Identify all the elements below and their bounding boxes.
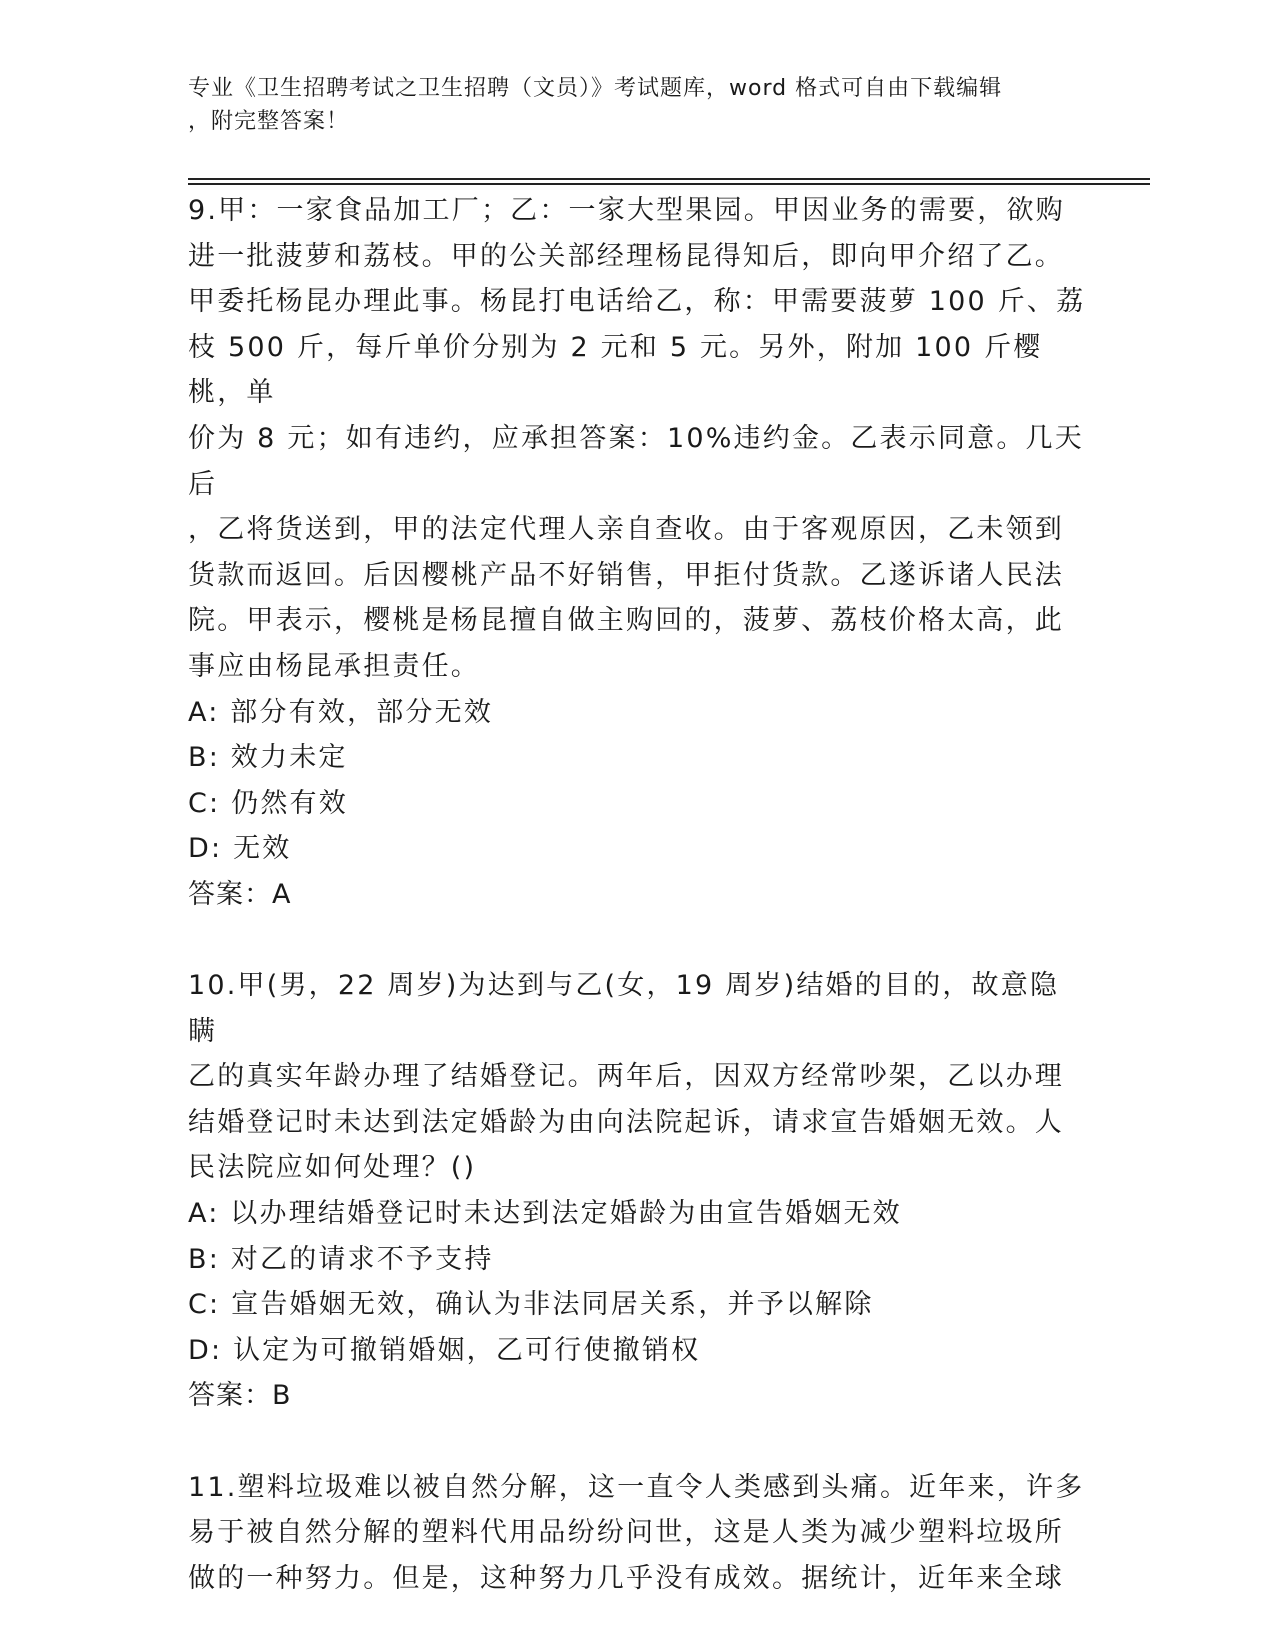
question-list xyxy=(188,188,1088,1601)
question-line: 甲委托杨昆办理此事。杨昆打电话给乙，称：甲需要菠萝 100 斤、荔 xyxy=(188,286,1086,318)
answer-label: 答案：A xyxy=(188,878,292,910)
option-d: D: 无效 xyxy=(188,833,292,865)
question-line: 货款而返回。后因樱桃产品不好销售，甲拒付货款。乙遂诉诸人民法 xyxy=(188,559,1064,591)
page-header xyxy=(188,72,1068,138)
question-11-text xyxy=(188,1465,1088,1602)
header-line-2: ，附完整答案！ xyxy=(188,109,350,134)
question-line: 院。甲表示，樱桃是杨昆擅自做主购回的，菠萝、荔枝价格太高，此 xyxy=(188,605,1064,637)
header-divider-bottom xyxy=(188,183,1150,185)
question-10 xyxy=(188,963,1088,1419)
question-9-text xyxy=(188,188,1088,690)
option-d: D: 认定为可撤销婚姻，乙可行使撤销权 xyxy=(188,1334,701,1366)
question-10-text xyxy=(188,963,1088,1191)
option-c: C: 仍然有效 xyxy=(188,787,348,819)
question-line: 价为 8 元；如有违约，应承担答案：10%违约金。乙表示同意。几天后 xyxy=(188,422,1084,500)
question-line: 10.甲(男，22 周岁)为达到与乙(女，19 周岁)结婚的目的，故意隐瞒 xyxy=(188,970,1060,1047)
question-line: 易于被自然分解的塑料代用品纷纷问世，这是人类为减少塑料垃圾所 xyxy=(188,1517,1064,1549)
option-c: C: 宣告婚姻无效，确认为非法同居关系，并予以解除 xyxy=(188,1289,874,1321)
question-9 xyxy=(188,188,1088,918)
header-divider-top xyxy=(188,178,1150,180)
answer-label: 答案：B xyxy=(188,1380,292,1412)
spacer xyxy=(188,918,1088,964)
option-b: B: 对乙的请求不予支持 xyxy=(188,1243,494,1275)
question-line: 进一批菠萝和荔枝。甲的公关部经理杨昆得知后，即向甲介绍了乙。 xyxy=(188,240,1064,272)
question-line: 枝 500 斤，每斤单价分别为 2 元和 5 元。另外，附加 100 斤樱桃，单 xyxy=(188,331,1043,409)
option-a: A: 以办理结婚登记时未达到法定婚龄为由宣告婚姻无效 xyxy=(188,1198,902,1230)
question-11 xyxy=(188,1465,1088,1602)
header-line-1: 专业《卫生招聘考试之卫生招聘（文员）》考试题库，word 格式可自由下载编辑 xyxy=(188,76,1003,101)
question-line: 结婚登记时未达到法定婚龄为由向法院起诉，请求宣告婚姻无效。人 xyxy=(188,1106,1064,1138)
spacer xyxy=(188,1419,1088,1465)
question-line: ，乙将货送到，甲的法定代理人亲自查收。由于客观原因，乙未领到 xyxy=(188,514,1064,546)
question-line: 事应由杨昆承担责任。 xyxy=(188,650,480,682)
question-line: 9.甲：一家食品加工厂；乙：一家大型果园。甲因业务的需要，欲购 xyxy=(188,195,1065,226)
question-line: 乙的真实年龄办理了结婚登记。两年后，因双方经常吵架，乙以办理 xyxy=(188,1061,1064,1093)
option-b: B: 效力未定 xyxy=(188,742,348,774)
option-a: A: 部分有效，部分无效 xyxy=(188,696,494,728)
question-line: 11.塑料垃圾难以被自然分解，这一直令人类感到头痛。近年来，许多 xyxy=(188,1471,1085,1503)
question-line: 民法院应如何处理？() xyxy=(188,1152,477,1184)
question-line: 做的一种努力。但是，这种努力几乎没有成效。据统计，近年来全球 xyxy=(188,1562,1064,1594)
